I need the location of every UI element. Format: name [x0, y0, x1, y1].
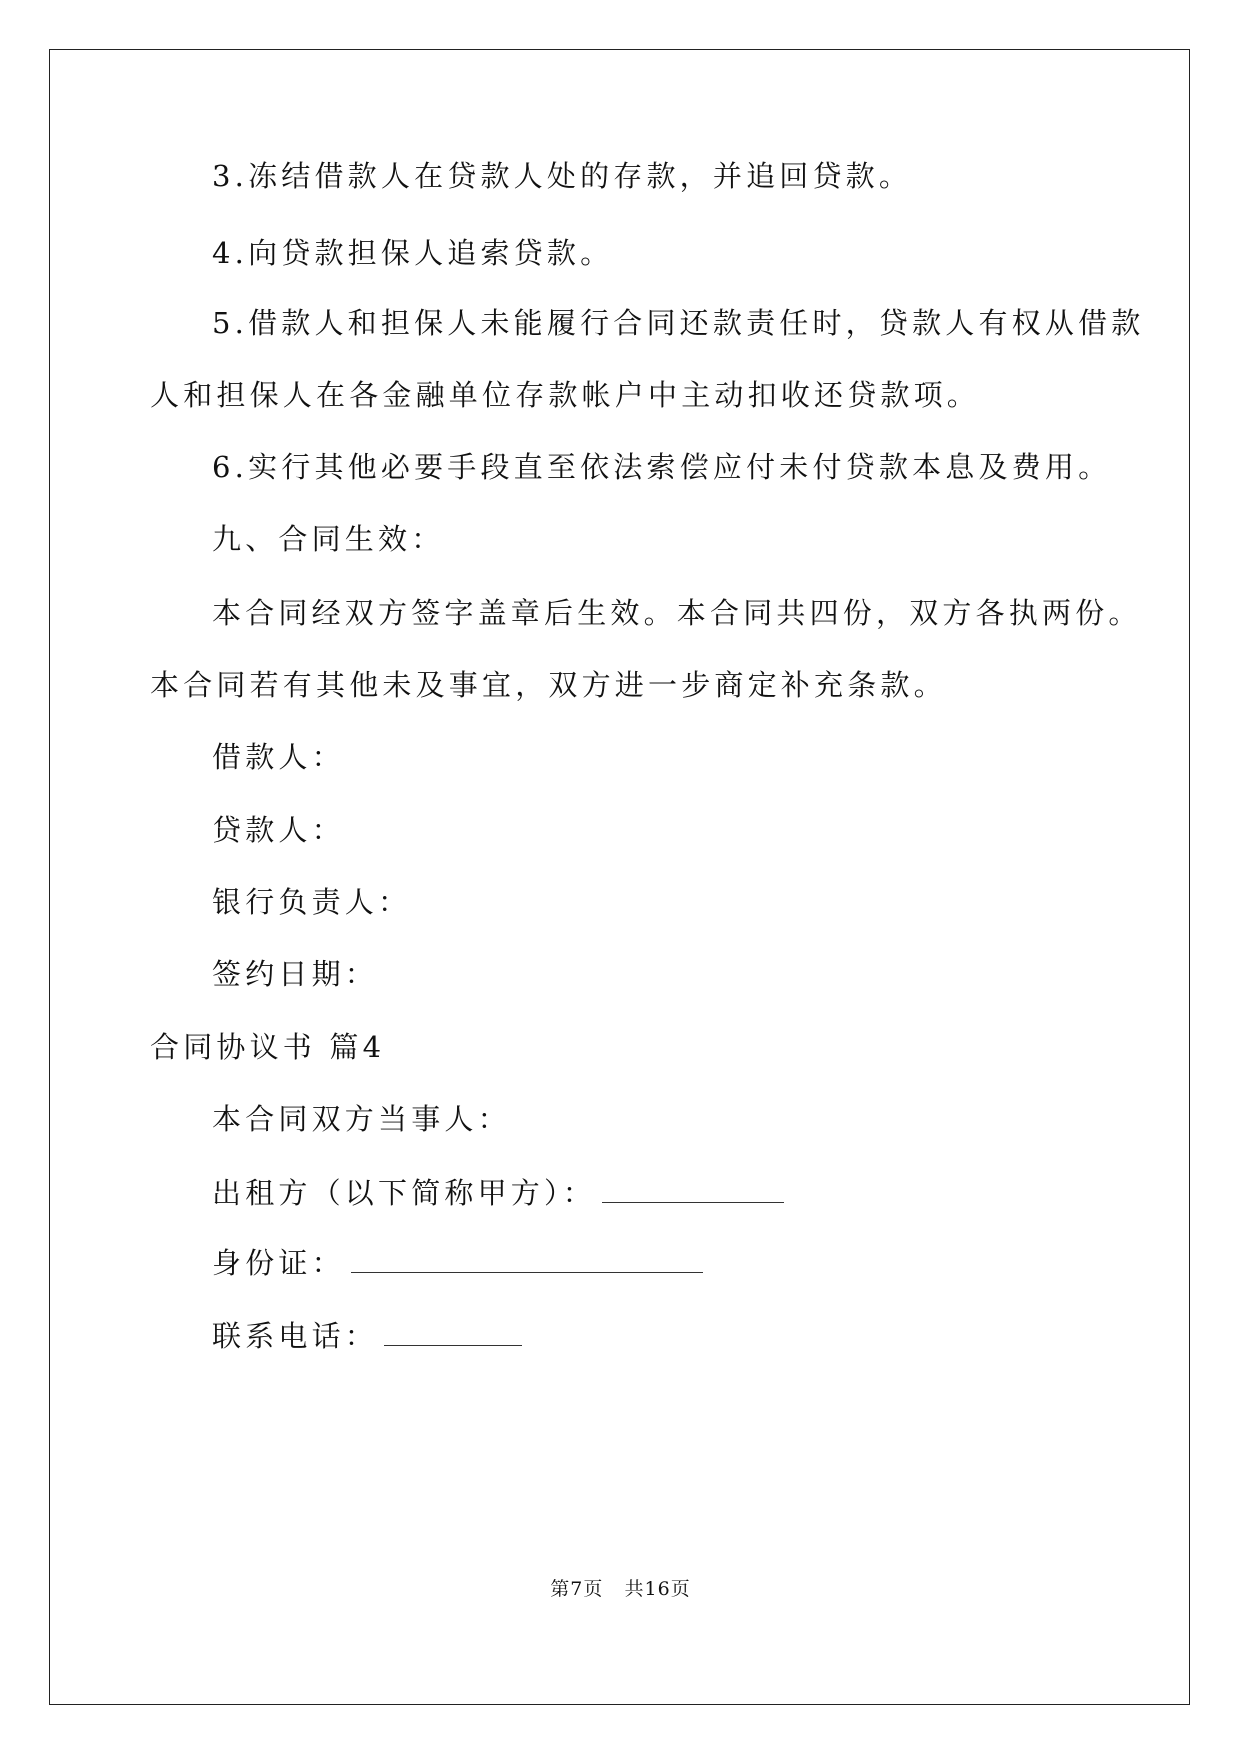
text-line-item-4: 4.向贷款担保人追索贷款。	[212, 236, 614, 270]
id-card-blank-field	[351, 1246, 703, 1273]
text-line-item-6: 6.实行其他必要手段直至依法索偿应付未付贷款本息及费用。	[212, 450, 1112, 484]
lessor-label: 出租方（以下简称甲方）：	[212, 1176, 596, 1210]
page-total: 共16页	[624, 1578, 691, 1600]
text-line-effect-part2: 本合同若有其他未及事宜，双方进一步商定补充条款。	[150, 668, 947, 702]
text-line-item-5-part1: 5.借款人和担保人未能履行合同还款责任时，贷款人有权从借款	[212, 306, 1145, 340]
phone-label: 联系电话：	[212, 1319, 379, 1353]
signature-date-label: 签约日期：	[212, 957, 379, 991]
lessor-blank-field	[602, 1176, 784, 1203]
text-line-item-5-part2: 人和担保人在各金融单位存款帐户中主动扣收还贷款项。	[150, 378, 981, 412]
page-number: 第7页	[550, 1578, 604, 1600]
lessor-line	[50, 1173, 1191, 1213]
page-frame	[49, 49, 1190, 1705]
signature-lender-label: 贷款人：	[212, 813, 345, 847]
section-heading-contract-effect: 九、合同生效：	[212, 522, 445, 556]
text-line-effect-part1: 本合同经双方签字盖章后生效。本合同共四份，双方各执两份。	[212, 596, 1142, 630]
page-footer	[50, 1577, 1191, 1601]
id-card-line	[50, 1243, 1191, 1283]
signature-borrower-label: 借款人：	[212, 740, 345, 774]
phone-line	[50, 1316, 1191, 1356]
id-card-label: 身份证：	[212, 1246, 345, 1280]
text-line-item-3: 3.冻结借款人在贷款人处的存款，并追回贷款。	[212, 159, 913, 193]
signature-bank-head-label: 银行负责人：	[212, 885, 412, 919]
text-line-parties: 本合同双方当事人：	[212, 1102, 511, 1136]
section-title-agreement-4: 合同协议书 篇4	[150, 1030, 386, 1064]
phone-blank-field	[384, 1319, 522, 1346]
